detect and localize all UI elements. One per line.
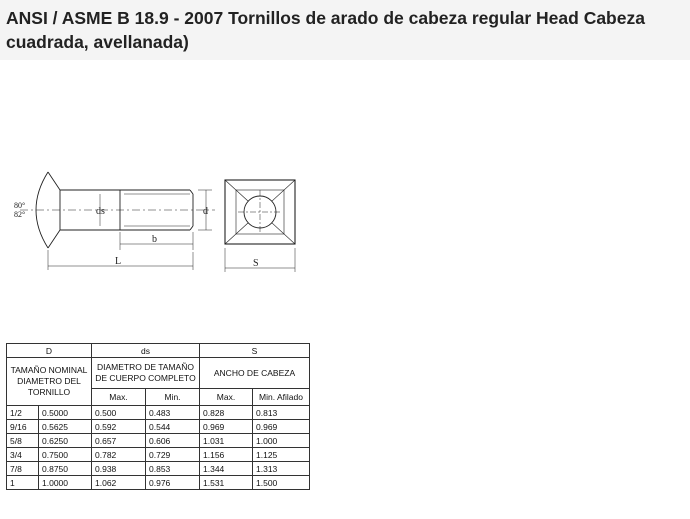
sub-header-min: Min.: [146, 389, 200, 406]
group-header-d: D: [7, 344, 92, 358]
table-cell: 0.813: [253, 406, 310, 420]
sub-header-max: Max.: [200, 389, 253, 406]
table-row: [7, 420, 310, 434]
table-cell: 0.5000: [39, 406, 92, 420]
group-header-s: S: [200, 344, 310, 358]
title-bar: [0, 0, 690, 60]
group-header-ds: ds: [92, 344, 200, 358]
table-cell: 0.6250: [39, 434, 92, 448]
L-label: L: [115, 256, 122, 267]
angle-label-top: 80°: [14, 201, 26, 210]
table-cell: 5/8: [7, 434, 39, 448]
table-cell: 1.156: [200, 448, 253, 462]
table-cell: 0.483: [146, 406, 200, 420]
table-cell: 1.531: [200, 476, 253, 490]
table-cell: 1.000: [253, 434, 310, 448]
table-cell: 0.782: [92, 448, 146, 462]
col-header-body-diameter: DIAMETRO DE TAMAÑO DE CUERPO COMPLETO: [92, 358, 200, 389]
table-cell: 3/4: [7, 448, 39, 462]
table-row: [7, 434, 310, 448]
table-cell: 0.7500: [39, 448, 92, 462]
col-header-head-width: ANCHO DE CABEZA: [200, 358, 310, 389]
sub-header-min-sharp: Min. Afilado: [253, 389, 310, 406]
ds-label: ds: [96, 206, 105, 217]
table-cell: 0.544: [146, 420, 200, 434]
table-cell: 0.828: [200, 406, 253, 420]
table-cell: 0.729: [146, 448, 200, 462]
table-cell: 0.606: [146, 434, 200, 448]
table-cell: 0.8750: [39, 462, 92, 476]
table-cell: 1.313: [253, 462, 310, 476]
table-cell: 0.5625: [39, 420, 92, 434]
table-cell: 1.062: [92, 476, 146, 490]
specification-table: [6, 343, 310, 490]
table-cell: 0.969: [253, 420, 310, 434]
table-cell: 0.938: [92, 462, 146, 476]
table-cell: 1.031: [200, 434, 253, 448]
table-cell: 0.969: [200, 420, 253, 434]
table-cell: 1.125: [253, 448, 310, 462]
table-row: [7, 462, 310, 476]
table-row: [7, 406, 310, 420]
table-cell: 0.976: [146, 476, 200, 490]
S-label: S: [253, 258, 259, 269]
table-cell: 1: [7, 476, 39, 490]
table-cell: 1.500: [253, 476, 310, 490]
table-cell: 1/2: [7, 406, 39, 420]
col-header-nominal-size: TAMAÑO NOMINAL DIAMETRO DEL TORNILLO: [7, 358, 92, 406]
table-row: [7, 448, 310, 462]
table-cell: 0.853: [146, 462, 200, 476]
group-header-row: [7, 344, 310, 358]
table-cell: 1.344: [200, 462, 253, 476]
d-label: d: [203, 206, 208, 217]
table-cell: 0.500: [92, 406, 146, 420]
table-cell: 1.0000: [39, 476, 92, 490]
table-cell: 7/8: [7, 462, 39, 476]
table-cell: 0.592: [92, 420, 146, 434]
column-header-row: [7, 358, 310, 389]
table-cell: 0.657: [92, 434, 146, 448]
table-cell: 9/16: [7, 420, 39, 434]
angle-label-bottom: 82°: [14, 210, 26, 219]
bolt-technical-drawing: [0, 160, 320, 290]
table-body: [7, 406, 310, 490]
sub-header-max: Max.: [92, 389, 146, 406]
page-title: ANSI / ASME B 18.9 - 2007 Tornillos de arado de cabeza regular Head Cabeza cuadrada, avellanada): [6, 8, 645, 52]
b-label: b: [152, 234, 157, 245]
table-row: [7, 476, 310, 490]
